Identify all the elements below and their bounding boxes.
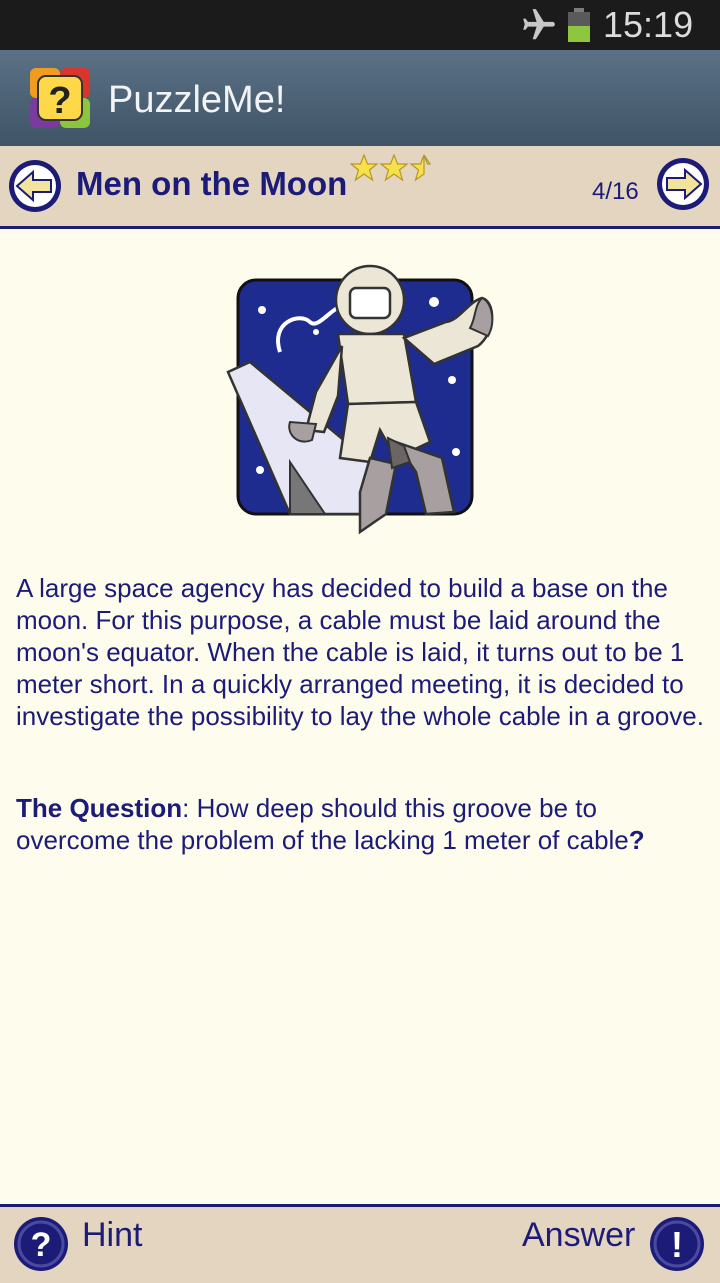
astronaut-illustration: [220, 262, 496, 540]
puzzle-description: A large space agency has decided to build a base on the moon. For this purpose, a cable must be laid around the moon's equator. When the cable is laid, it turns out to be 1 meter short. In a quickly arranged meeting, it is decided to investigate the possibility to lay the whole cable in a groove.: [16, 573, 704, 731]
exclamation-circle-icon: !: [671, 1224, 683, 1265]
puzzle-title: Men on the Moon: [76, 165, 348, 202]
app-title: PuzzleMe!: [108, 79, 286, 121]
airplane-mode-icon: [520, 6, 558, 44]
hint-label[interactable]: Hint: [82, 1216, 143, 1254]
next-puzzle-button[interactable]: [655, 156, 711, 212]
question-text: : How deep should this groove be to overcome the problem of the lacking 1 meter of cable: [16, 793, 629, 855]
status-time: 15:19: [603, 4, 694, 45]
previous-puzzle-button[interactable]: [7, 158, 63, 214]
difficulty-rating: [350, 154, 434, 184]
app-action-bar: [0, 50, 720, 146]
puzzle-counter: 4/16: [592, 178, 639, 205]
answer-button[interactable]: [648, 1215, 706, 1273]
svg-text:?: ?: [48, 80, 72, 122]
star-icon: [351, 155, 377, 180]
question-circle-icon: ?: [30, 1226, 52, 1264]
status-bar: [0, 0, 720, 50]
star-icon: [381, 155, 407, 180]
hint-button[interactable]: [12, 1215, 70, 1273]
puzzle-question: [16, 792, 706, 856]
question-label: The Question: [16, 793, 183, 823]
puzzleme-logo-icon[interactable]: [30, 68, 90, 128]
question-mark: ?: [628, 825, 645, 855]
half-star-icon: [411, 155, 424, 180]
answer-label[interactable]: Answer: [522, 1216, 636, 1254]
bottom-bar: [0, 1204, 720, 1283]
battery-icon: [566, 8, 592, 42]
